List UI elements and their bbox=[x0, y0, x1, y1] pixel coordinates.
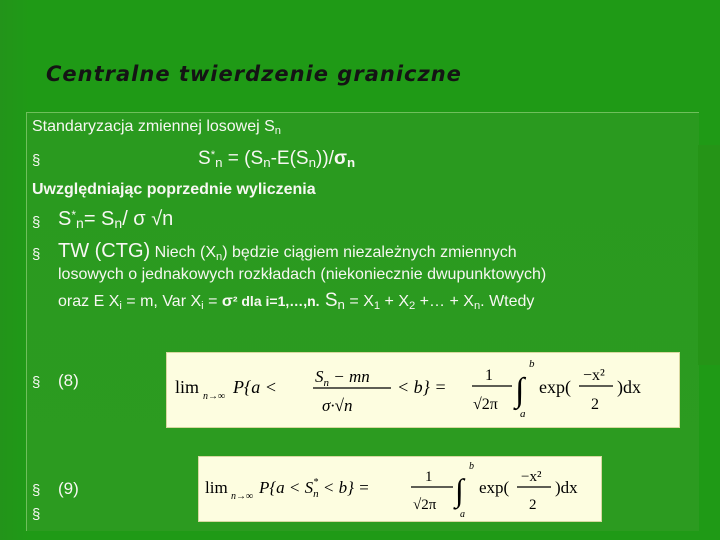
clt-conditions: oraz E $X_i = m$, Var $X_i = \sigma^2$ dla i=1,…,n. $S_n = X_1 + X_2$ +… + $X_n$. Wtedy bbox=[58, 290, 535, 312]
formula-8-lim: lim bbox=[175, 377, 200, 397]
clt-statement: TW (CTG) Niech $(X_n)$ będzie ciągiem niezależnych zmiennych bbox=[58, 240, 517, 263]
formula-9-integral: ∫ bbox=[455, 472, 464, 508]
formula-9-lim: lim bbox=[205, 478, 228, 497]
clt-statement-cont: losowych o jednakowych rozkładach (niekoniecznie dwupunktowych) bbox=[58, 266, 547, 283]
bullet: § bbox=[32, 506, 41, 523]
formula-9-exp-num: −x² bbox=[521, 469, 542, 485]
right-edge-strip bbox=[698, 145, 720, 365]
formula-9-exp: exp( bbox=[479, 478, 510, 497]
bullet: § bbox=[32, 482, 41, 499]
formula-8-sqrt: √2π bbox=[473, 396, 498, 413]
bullet: § bbox=[32, 246, 41, 263]
formula-9-upper: b bbox=[469, 461, 474, 472]
formula-8-lower: a bbox=[520, 408, 526, 420]
formula-9-prob: P{a < S* n < b} = bbox=[259, 477, 370, 500]
formula-8-lt: < b} = bbox=[397, 377, 447, 397]
formula-8-numerator: $S_n$ − mn bbox=[315, 367, 370, 389]
formula-9-exp-den: 2 bbox=[529, 497, 537, 513]
equation-label-9: (9) bbox=[58, 479, 79, 498]
formula-9-lim-sub: n→∞ bbox=[231, 491, 254, 502]
formula-9-one: 1 bbox=[425, 469, 433, 485]
formula-8-box bbox=[166, 352, 680, 428]
formula-8-exp-num: −x² bbox=[583, 367, 605, 384]
formula-9-box bbox=[198, 456, 602, 522]
standardization-formula: $S^*_n = (S_n-E(S_n))/\sigma_n$ bbox=[198, 148, 356, 170]
standardization-heading: Standaryzacja zmiennej losowej $S_n$ bbox=[32, 118, 282, 137]
formula-8-upper: b bbox=[529, 358, 535, 370]
formula-8-exp-den: 2 bbox=[591, 396, 599, 413]
slide-title: Centralne twierdzenie graniczne bbox=[46, 62, 462, 86]
bullet: § bbox=[32, 214, 41, 231]
formula-8-integral: ∫ bbox=[515, 372, 525, 409]
formula-8-lim-sub: n→∞ bbox=[203, 391, 226, 402]
normalized-sum-formula: $S^*_n= S_n/$ σ √n bbox=[58, 208, 174, 231]
formula-9-sqrt: √2π bbox=[413, 497, 437, 513]
formula-8-one: 1 bbox=[485, 367, 493, 384]
formula-8-prob: P{a < bbox=[233, 377, 277, 397]
section-heading: Uwzględniając poprzednie wyliczenia bbox=[32, 181, 316, 198]
equation-label-8: (8) bbox=[58, 371, 79, 390]
bullet: § bbox=[32, 374, 41, 391]
formula-8-dx: )dx bbox=[617, 377, 641, 397]
formula-9-dx: )dx bbox=[555, 478, 578, 497]
bullet: § bbox=[32, 152, 41, 169]
formula-8-exp: exp( bbox=[539, 377, 571, 397]
formula-9-lower: a bbox=[460, 509, 465, 520]
formula-8-denominator: σ·√n bbox=[322, 396, 353, 415]
